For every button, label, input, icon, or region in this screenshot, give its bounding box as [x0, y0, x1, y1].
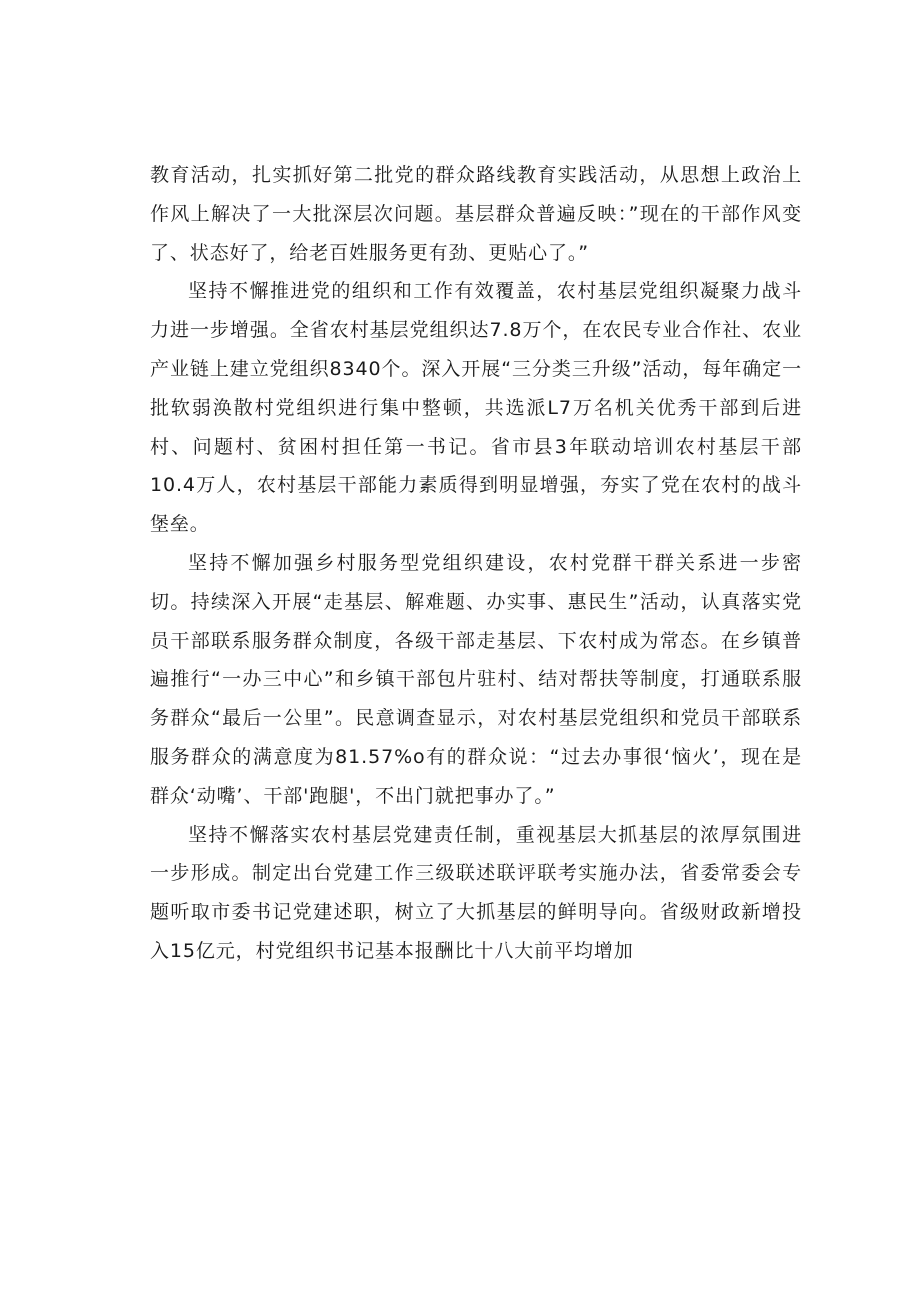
document-body: [150, 156, 802, 971]
paragraph-continuation: 教育活动，扎实抓好第二批党的群众路线教育实践活动，从思想上政治上作风上解决了一大批深层次问题。基层群众普遍反映：”现在的干部作风变了、状态好了，给老百姓服务更有劲、更贴心了。”: [150, 164, 802, 264]
paragraph-service-organization: 坚持不懈加强乡村服务型党组织建设，农村党群干群关系进一步密切。持续深入开展“走基层、解难题、办实事、惠民生”活动，认真落实党员干部联系服务群众制度，各级干部走基层、下农村成为常态。在乡镇普遍推行“一办三中心”和乡镇干部包片驻村、结对帮扶等制度，打通联系服务群众“最后一公里”。民意调查显示，对农村基层党组织和党员干部联系服务群众的满意度为81.57%o有的群众说：“过去办事很‘恼火’，现在是群众‘动嘴’、干部'跑腿'，不出门就把事办了。”: [150, 551, 802, 807]
paragraph-organization-coverage: 坚持不懈推进党的组织和工作有效覆盖，农村基层党组织凝聚力战斗力进一步增强。全省农村基层党组织达7.8万个，在农民专业合作社、农业产业链上建立党组织8340个。深入开展“三分类三升级”活动，每年确定一批软弱涣散村党组织进行集中整顿，共选派L7万名机关优秀干部到后进村、问题村、贫困村担任第一书记。省市县3年联动培训农村基层干部10.4万人，农村基层干部能力素质得到明显增强，夯实了党在农村的战斗堡垒。: [150, 280, 802, 536]
paragraph-responsibility-system: 坚持不懈落实农村基层党建责任制，重视基层大抓基层的浓厚氛围进一步形成。制定出台党建工作三级联述联评联考实施办法，省委常委会专题听取市委书记党建述职，树立了大抓基层的鲜明导向。省级财政新增投入15亿元，村党组织书记基本报酬比十八大前平均增加: [150, 823, 802, 962]
